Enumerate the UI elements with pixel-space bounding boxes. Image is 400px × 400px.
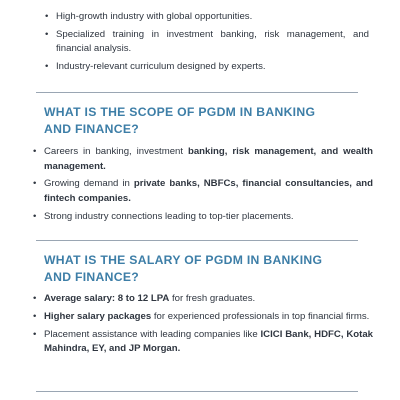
list-item <box>24 145 373 174</box>
list-item-text: for experienced professionals in top financial firms. <box>151 310 370 322</box>
scope-heading-line2: AND FINANCE? <box>44 122 140 136</box>
list-item-text: Placement assistance with leading companies like <box>44 328 261 340</box>
scope-heading <box>44 104 364 138</box>
salary-heading-line2: AND FINANCE? <box>44 270 140 284</box>
list-item-text: Strong industry connections leading to top-tier placements. <box>44 210 294 222</box>
list-item-text: High-growth industry with global opportunities. <box>56 11 253 22</box>
list-item-text: Growing demand in <box>44 178 134 190</box>
intro-list <box>36 10 369 78</box>
list-item <box>24 292 373 307</box>
list-item-bold: Average salary: 8 to 12 LPA <box>44 293 170 304</box>
list-item-text: Specialized training in investment banking, risk management, and financial analysis. <box>56 28 369 55</box>
list-item-bold: Higher salary packages <box>44 310 152 322</box>
list-item <box>24 328 373 357</box>
scope-list <box>24 145 373 228</box>
list-item-text: for fresh graduates. <box>169 293 256 304</box>
section-divider <box>36 240 358 241</box>
list-item <box>24 210 373 225</box>
section-divider <box>36 391 358 392</box>
list-item-bold: private banks, NBFCs, financial consultancies, and fintech companies. <box>44 178 374 204</box>
list-item <box>24 177 373 206</box>
list-item-bold: ICICI Bank, HDFC, Kotak Mahindra, EY, and JP Morgan. <box>44 328 373 355</box>
salary-heading <box>44 252 364 286</box>
list-item <box>36 28 369 57</box>
list-item <box>24 310 373 325</box>
list-item <box>36 60 369 75</box>
scope-heading-line1: WHAT IS THE SCOPE OF PGDM IN BANKING <box>44 105 316 119</box>
list-item-text: Careers in banking, investment <box>44 146 188 157</box>
list-item <box>36 10 369 25</box>
salary-list <box>24 292 373 360</box>
salary-heading-line1: WHAT IS THE SALARY OF PGDM IN BANKING <box>44 253 323 267</box>
list-item-bold: banking, risk management, and wealth management. <box>44 146 373 172</box>
list-item-text: Industry-relevant curriculum designed by experts. <box>56 61 266 73</box>
section-divider <box>36 92 358 93</box>
